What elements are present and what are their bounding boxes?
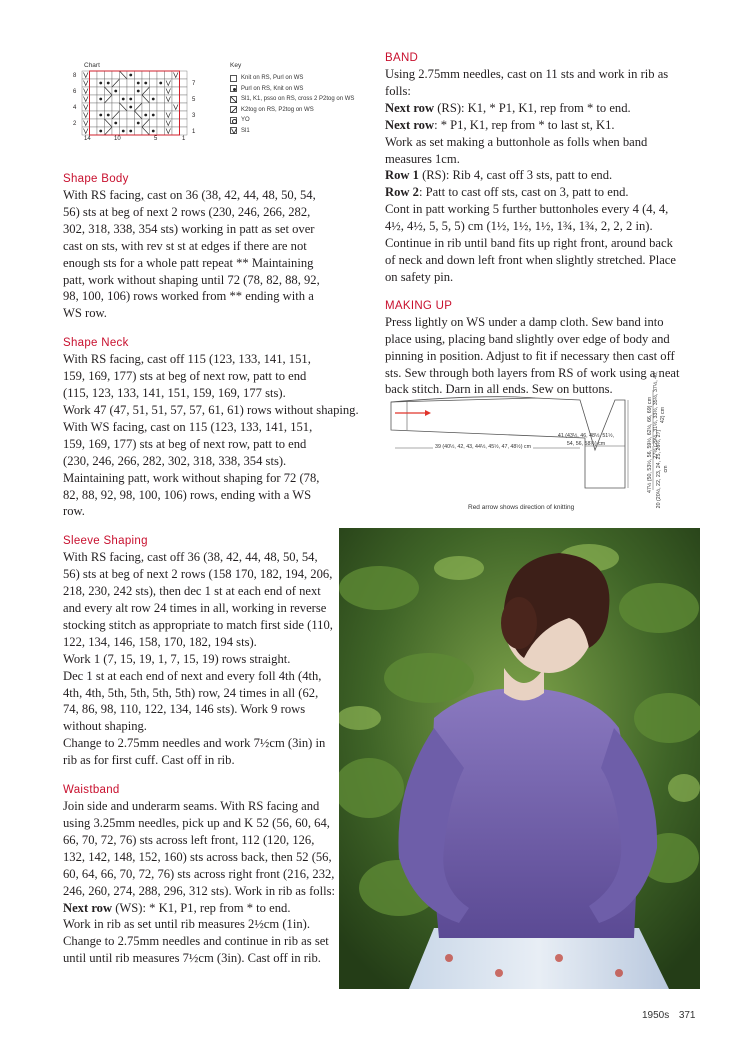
row-label: Next row [385, 100, 435, 115]
key-item-label: Knit on RS, Purl on WS [241, 75, 304, 82]
chart-row-label: 8 [73, 73, 77, 79]
left-column [63, 173, 359, 967]
section-shape-neck [63, 337, 359, 520]
section-text: Work as set making a buttonhole as folls when band measures 1cm. [385, 134, 648, 166]
section-text: Press lightly on WS under a damp cloth. Sew band into place using, placing band slightly over edge of body and pinning in position. Adjust to fit if necessary then cast off sts. Sew through both layers from RS of work using a neat back stitch. Darn in all ends. Sew on buttons. [385, 314, 680, 397]
right-column [385, 52, 685, 398]
section-text: Work 1 (7, 15, 19, 1, 7, 15, 19) rows straight. [63, 651, 291, 666]
section-band [385, 52, 685, 286]
key-item [230, 126, 360, 137]
chart-stitch-label: 10 [114, 136, 121, 142]
schematic-back-label: 41 (43½, 46, 48½, 51½, 54, 56, 58½) cm [557, 433, 615, 447]
direction-arrow-icon [395, 410, 431, 416]
chart-key [230, 62, 360, 136]
section-heading: BAND [385, 52, 419, 64]
yo-circle-icon [230, 117, 237, 124]
key-item [230, 84, 360, 95]
section-text: With RS facing, cast on 36 (38, 42, 44, 48, 50, 54, 56) sts at beg of next 2 rows (230, 246, 266, 282, 302, 318, 338, 354 sts) working in patt as set over cast on sts, with rev st st at edges if there are not enough sts for a whole patt repeat ** Maintaining patt, work without shaping until 72 (78, 82, 88, 92, 98, 100, 106) rows worked from ** ending with a WS row. [63, 188, 320, 321]
schematic-upper-label: 27½ (29½, 31½, 33½, 35½, 37½, 40, 42) cm [653, 371, 666, 459]
purl-dot-icon [230, 85, 237, 92]
key-item-label: Purl on RS, Knit on WS [241, 85, 304, 92]
section-row [63, 900, 335, 917]
key-item-label: Sl1 [241, 127, 250, 134]
row-label: Next row [63, 900, 113, 915]
chart-row-label: 3 [192, 113, 196, 119]
section-row [385, 184, 685, 201]
section-row [385, 117, 685, 134]
key-item-label: K2tog on RS, P2tog on WS [241, 106, 314, 113]
key-item-label: YO [241, 117, 250, 124]
section-text: Change to 2.75mm needles and work 7½cm (3in) in rib as for first cuff. Cast off in rib. [63, 736, 326, 768]
section-text: With WS facing, cast on 115 (123, 133, 141, 151, 159, 169, 177) sts at beg of next row, patt to end (230, 246, 266, 282, 302, 318, 338, 354 sts). [63, 419, 313, 468]
chart-row-label: 2 [73, 121, 77, 127]
section-row [385, 167, 685, 184]
schematic-width-label: 39 (40½, 42, 43, 44½, 45½, 47, 48½) cm [435, 444, 531, 450]
key-title: Key [230, 62, 242, 69]
chart-row-label: 7 [192, 81, 196, 87]
chart-title: Chart [84, 62, 100, 69]
knitting-chart [70, 62, 220, 147]
schematic-caption: Red arrow shows direction of knitting [468, 504, 575, 511]
model-photo-illustration [339, 528, 700, 989]
chart-row-label: 5 [192, 97, 196, 103]
ssk-slash-icon [230, 96, 237, 103]
section-text: Work 47 (47, 51, 51, 57, 57, 61, 61) rows without shaping. [63, 402, 359, 417]
section-text: Using 2.75mm needles, cast on 11 sts and work in rib as folls: [385, 67, 669, 98]
model-photo [339, 528, 700, 989]
k2tog-slash-icon [230, 106, 237, 113]
section-sleeve-shaping [63, 535, 335, 769]
section-text: Join side and underarm seams. With RS facing and using 3.25mm needles, pick up and K 52 (56, 60, 64, 66, 70, 72, 76) sts across left front, 112 (120, 126, 132, 142, 148, 152, 160) sts across back, then 52 (56, 60, 64, 66, 70, 72, 76) sts across right front (216, 232, 246, 260, 274, 288, 296, 312 sts). Work in rib as folls: [63, 799, 335, 898]
key-item-label: Sl1, K1, psso on RS, cross 2 P2tog on WS [241, 96, 355, 103]
garment-schematic [385, 371, 705, 520]
section-text: With RS facing, cast off 36 (38, 42, 44, 48, 50, 54, 56) sts at beg of next 2 rows (158 170, 182, 194, 206, 218, 230, 242 sts), then dec 1 st at each end of next and every alt row 24 times in all, working in reverse stocking stitch as appropriate to match first side (110, 122, 134, 146, 158, 170, 182, 194 sts). [63, 550, 333, 649]
row-label: Row 2 [385, 185, 419, 200]
page-footer [642, 1010, 696, 1021]
chart-stitch-label: 1 [182, 136, 186, 142]
chart-row-labels [70, 70, 220, 140]
section-text: Dec 1 st at each end of next and every foll 4th (4th, 4th, 4th, 5th, 5th, 5th, 5th) row, 24 times in all (62, 74, 86, 98, 110, 122, 134, 146 sts). Work 9 rows without shaping. [63, 668, 322, 734]
knit-symbol-icon [230, 75, 237, 82]
section-heading: Shape Body [63, 173, 129, 185]
row-text: : Patt to cast off sts, cast on 3, patt to end. [418, 185, 629, 200]
section-heading: MAKING UP [385, 299, 453, 312]
section-heading: Shape Neck [63, 337, 129, 350]
chart-stitch-label: 5 [154, 136, 158, 142]
row-label: Row 1 [385, 168, 419, 183]
chart-row-label: 4 [73, 105, 77, 111]
section-text: With RS facing, cast off 115 (123, 133, 141, 151, 159, 169, 177) sts at beg of next row, patt to end (115, 123, 133, 141, 151, 159, 169, 177 sts). [63, 352, 311, 401]
section-heading: Waistband [63, 784, 120, 797]
key-item [230, 105, 360, 116]
row-text: (WS): * K1, P1, rep from * to end. [112, 900, 291, 915]
section-shape-body [63, 173, 335, 322]
page-number: 371 [678, 1010, 696, 1021]
chart-row-label: 1 [192, 129, 196, 135]
section-heading: Sleeve Shaping [63, 535, 148, 548]
row-text: : * P1, K1, rep from * to last st, K1. [434, 117, 615, 132]
footer-section: 1950s [642, 1010, 670, 1021]
chart-stitch-label: 14 [84, 136, 91, 142]
section-text: Cont in patt working 5 further buttonholes every 4 (4, 4, 4½, 4½, 5, 5, 5) cm (1½, 1½, 1½, 1¾, 1¾, 2, 2, 2 in). Continue in rib until band fits up right front, around back of neck and down left front when slightly stretched. Place on safety pin. [385, 202, 676, 284]
row-text: (RS): Rib 4, cast off 3 sts, patt to end. [418, 168, 613, 183]
section-text: Work in rib as set until rib measures 2½cm (1in). Change to 2.75mm needles and continue in rib as set until until rib measures 7½cm (3in). Cast off in rib. [63, 917, 329, 966]
section-waistband [63, 784, 335, 967]
chart-row-label: 6 [73, 89, 77, 95]
key-item [230, 94, 360, 105]
schematic-lower-label: 20 (20½, 22, 23, 24, 25, 26½, 27) cm [656, 429, 669, 509]
row-label: Next row [385, 117, 435, 132]
schematic-length-label: 47½ (50, 53½, 56, 59½, 62½, 66, 69) cm [647, 397, 653, 493]
section-text: Maintaining patt, work without shaping for 72 (78, 82, 88, 92, 98, 100, 106) rows, ending with a WS row. [63, 470, 320, 519]
key-item [230, 73, 360, 84]
key-item [230, 115, 360, 126]
slip-v-icon [230, 127, 237, 134]
section-row [385, 100, 685, 117]
row-text: (RS): K1, * P1, K1, rep from * to end. [434, 100, 631, 115]
